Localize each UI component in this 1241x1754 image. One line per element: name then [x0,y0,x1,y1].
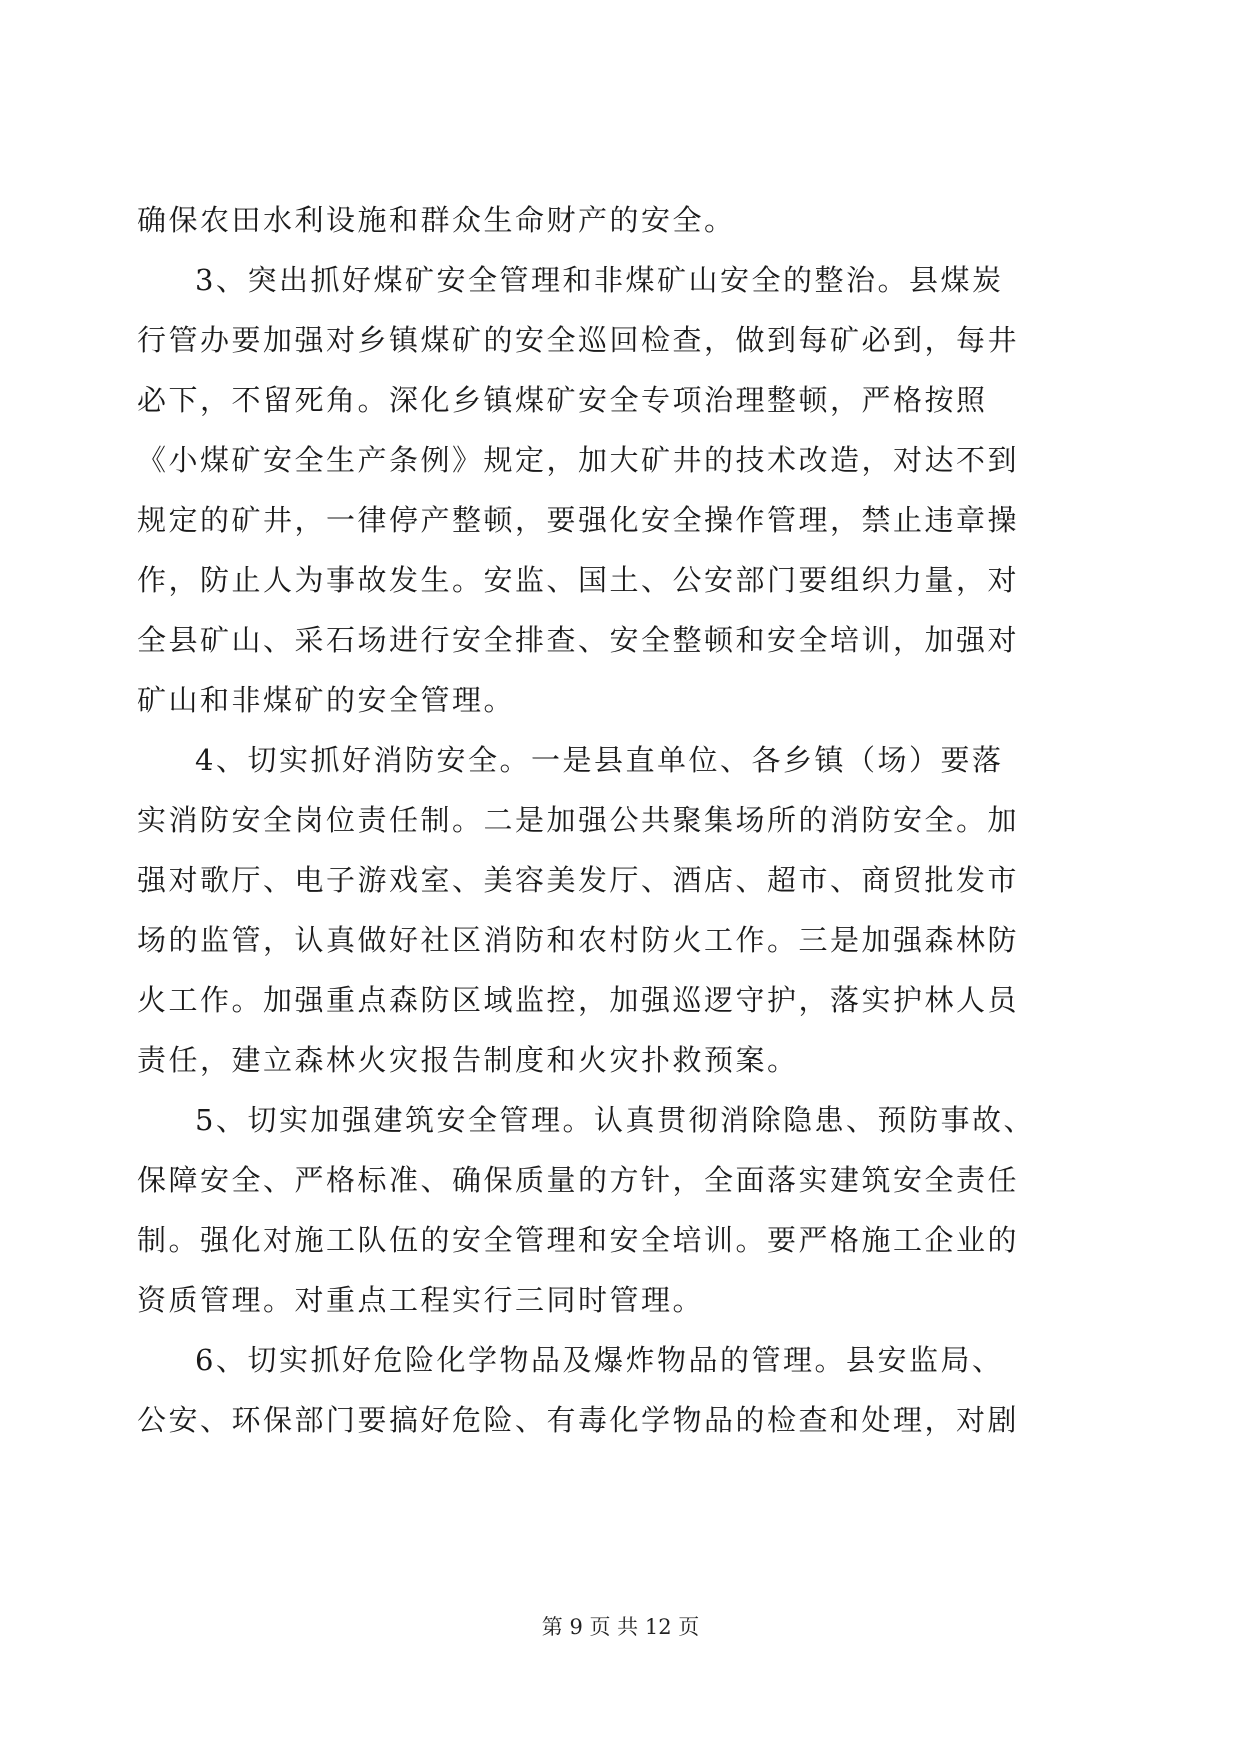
text-line: 规定的矿井，一律停产整顿，要强化安全操作管理，禁止违章操 [137,503,1020,537]
text-line: 火工作。加强重点森防区域监控，加强巡逻守护，落实护林人员 [137,983,1020,1017]
text-line: 全县矿山、采石场进行安全排查、安全整顿和安全培训，加强对 [137,623,1020,657]
text-line: 矿山和非煤矿的安全管理。 [137,683,516,717]
text-line: 必下，不留死角。深化乡镇煤矿安全专项治理整顿，严格按照 [137,383,988,417]
text-line: 5、切实加强建筑安全管理。认真贯彻消除隐患、预防事故、 [195,1103,1035,1137]
text-line: 3、突出抓好煤矿安全管理和非煤矿山安全的整治。县煤炭 [195,263,1004,297]
text-line: 制。强化对施工队伍的安全管理和安全培训。要严格施工企业的 [137,1223,1020,1257]
text-line: 4、切实抓好消防安全。一是县直单位、各乡镇（场）要落 [195,743,1004,777]
text-line: 作，防止人为事故发生。安监、国土、公安部门要组织力量，对 [137,563,1020,597]
text-line: 公安、环保部门要搞好危险、有毒化学物品的检查和处理，对剧 [137,1403,1020,1437]
text-line: 强对歌厅、电子游戏室、美容美发厅、酒店、超市、商贸批发市 [137,863,1020,897]
text-line: 实消防安全岗位责任制。二是加强公共聚集场所的消防安全。加 [137,803,1020,837]
text-line: 资质管理。对重点工程实行三同时管理。 [137,1283,705,1317]
text-line: 场的监管，认真做好社区消防和农村防火工作。三是加强森林防 [137,923,1020,957]
text-line: 确保农田水利设施和群众生命财产的安全。 [137,203,736,237]
text-line: 6、切实抓好危险化学物品及爆炸物品的管理。县安监局、 [195,1343,1004,1377]
text-line: 《小煤矿安全生产条例》规定，加大矿井的技术改造，对达不到 [137,443,1020,477]
text-line: 保障安全、严格标准、确保质量的方针，全面落实建筑安全责任 [137,1163,1020,1197]
page-footer: 第 9 页 共 12 页 [541,1615,700,1639]
text-line: 行管办要加强对乡镇煤矿的安全巡回检查，做到每矿必到，每井 [137,323,1020,357]
text-line: 责任，建立森林火灾报告制度和火灾扑救预案。 [137,1043,799,1077]
